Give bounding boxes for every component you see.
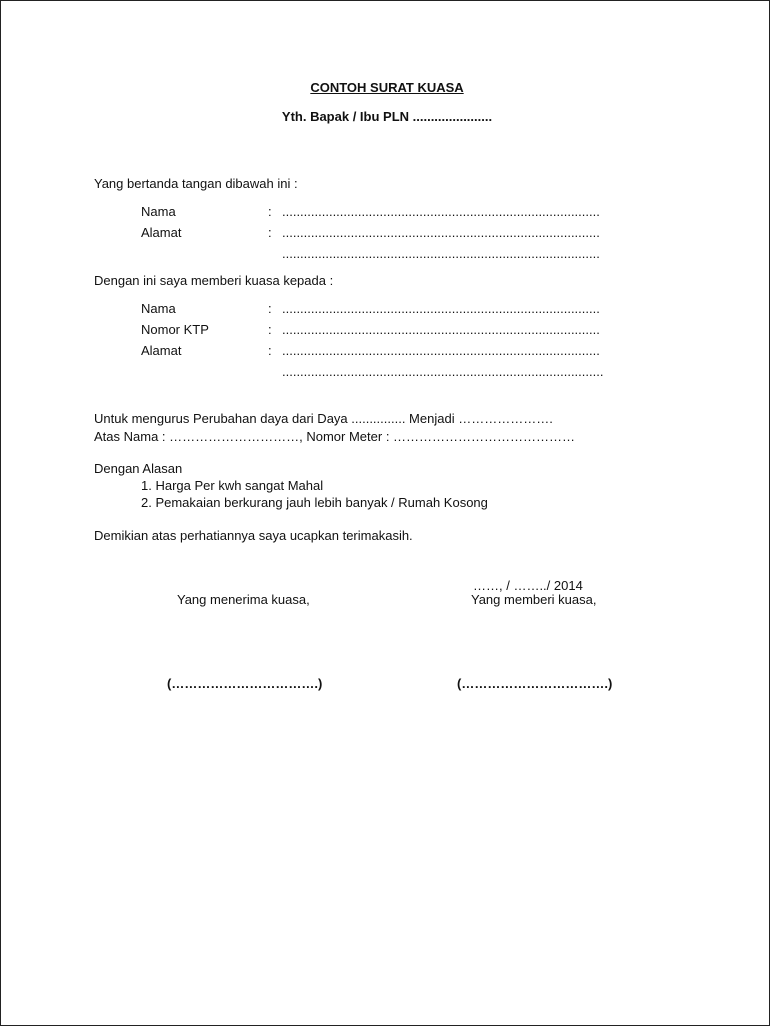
letter-recipient: Yth. Bapak / Ibu PLN ...................... <box>281 109 493 124</box>
grantee-address-field-cont: ......................................................................................... <box>282 364 604 379</box>
purpose-line-1: Untuk mengurus Perubahan daya dari Daya ............... Menjadi …………………. <box>94 411 553 426</box>
giver-signature: (…………………………….) <box>457 676 613 691</box>
grantee-name-label: Nama <box>141 301 176 316</box>
giver-label: Yang memberi kuasa, <box>471 592 597 607</box>
grantor-name-colon: : <box>268 204 272 219</box>
grantee-ktp-label: Nomor KTP <box>141 322 209 337</box>
grantor-name-field: ........................................................................................ <box>282 204 600 219</box>
grantor-name-label: Nama <box>141 204 176 219</box>
reason-item: 1. Harga Per kwh sangat Mahal <box>141 478 324 493</box>
receiver-label: Yang menerima kuasa, <box>177 592 310 607</box>
letter-title: CONTOH SURAT KUASA <box>310 80 464 95</box>
grantee-name-colon: : <box>268 301 272 316</box>
receiver-signature: (…………………………….) <box>167 676 323 691</box>
grantor-address-colon: : <box>268 225 272 240</box>
grantor-address-field: ........................................................................................ <box>282 225 600 240</box>
grantee-name-field: ........................................................................................ <box>282 301 600 316</box>
reason-heading: Dengan Alasan <box>94 461 183 476</box>
closing-text: Demikian atas perhatiannya saya ucapkan terimakasih. <box>94 528 413 543</box>
intro-text: Yang bertanda tangan dibawah ini : <box>94 176 298 191</box>
grantor-address-field-cont: ........................................................................................ <box>282 246 600 261</box>
reason-item: 2. Pemakaian berkurang jauh lebih banyak / Rumah Kosong <box>141 495 488 510</box>
grantee-address-field: ........................................................................................ <box>282 343 600 358</box>
grantee-address-label: Alamat <box>141 343 182 358</box>
purpose-line-2: Atas Nama : …………………………, Nomor Meter : …………………………………… <box>94 429 576 444</box>
grantor-address-label: Alamat <box>141 225 182 240</box>
grant-statement: Dengan ini saya memberi kuasa kepada : <box>94 273 334 288</box>
grantee-ktp-colon: : <box>268 322 272 337</box>
grantee-address-colon: : <box>268 343 272 358</box>
date-line: ……, / ……../ 2014 <box>473 578 583 593</box>
grantee-ktp-field: ........................................................................................ <box>282 322 600 337</box>
